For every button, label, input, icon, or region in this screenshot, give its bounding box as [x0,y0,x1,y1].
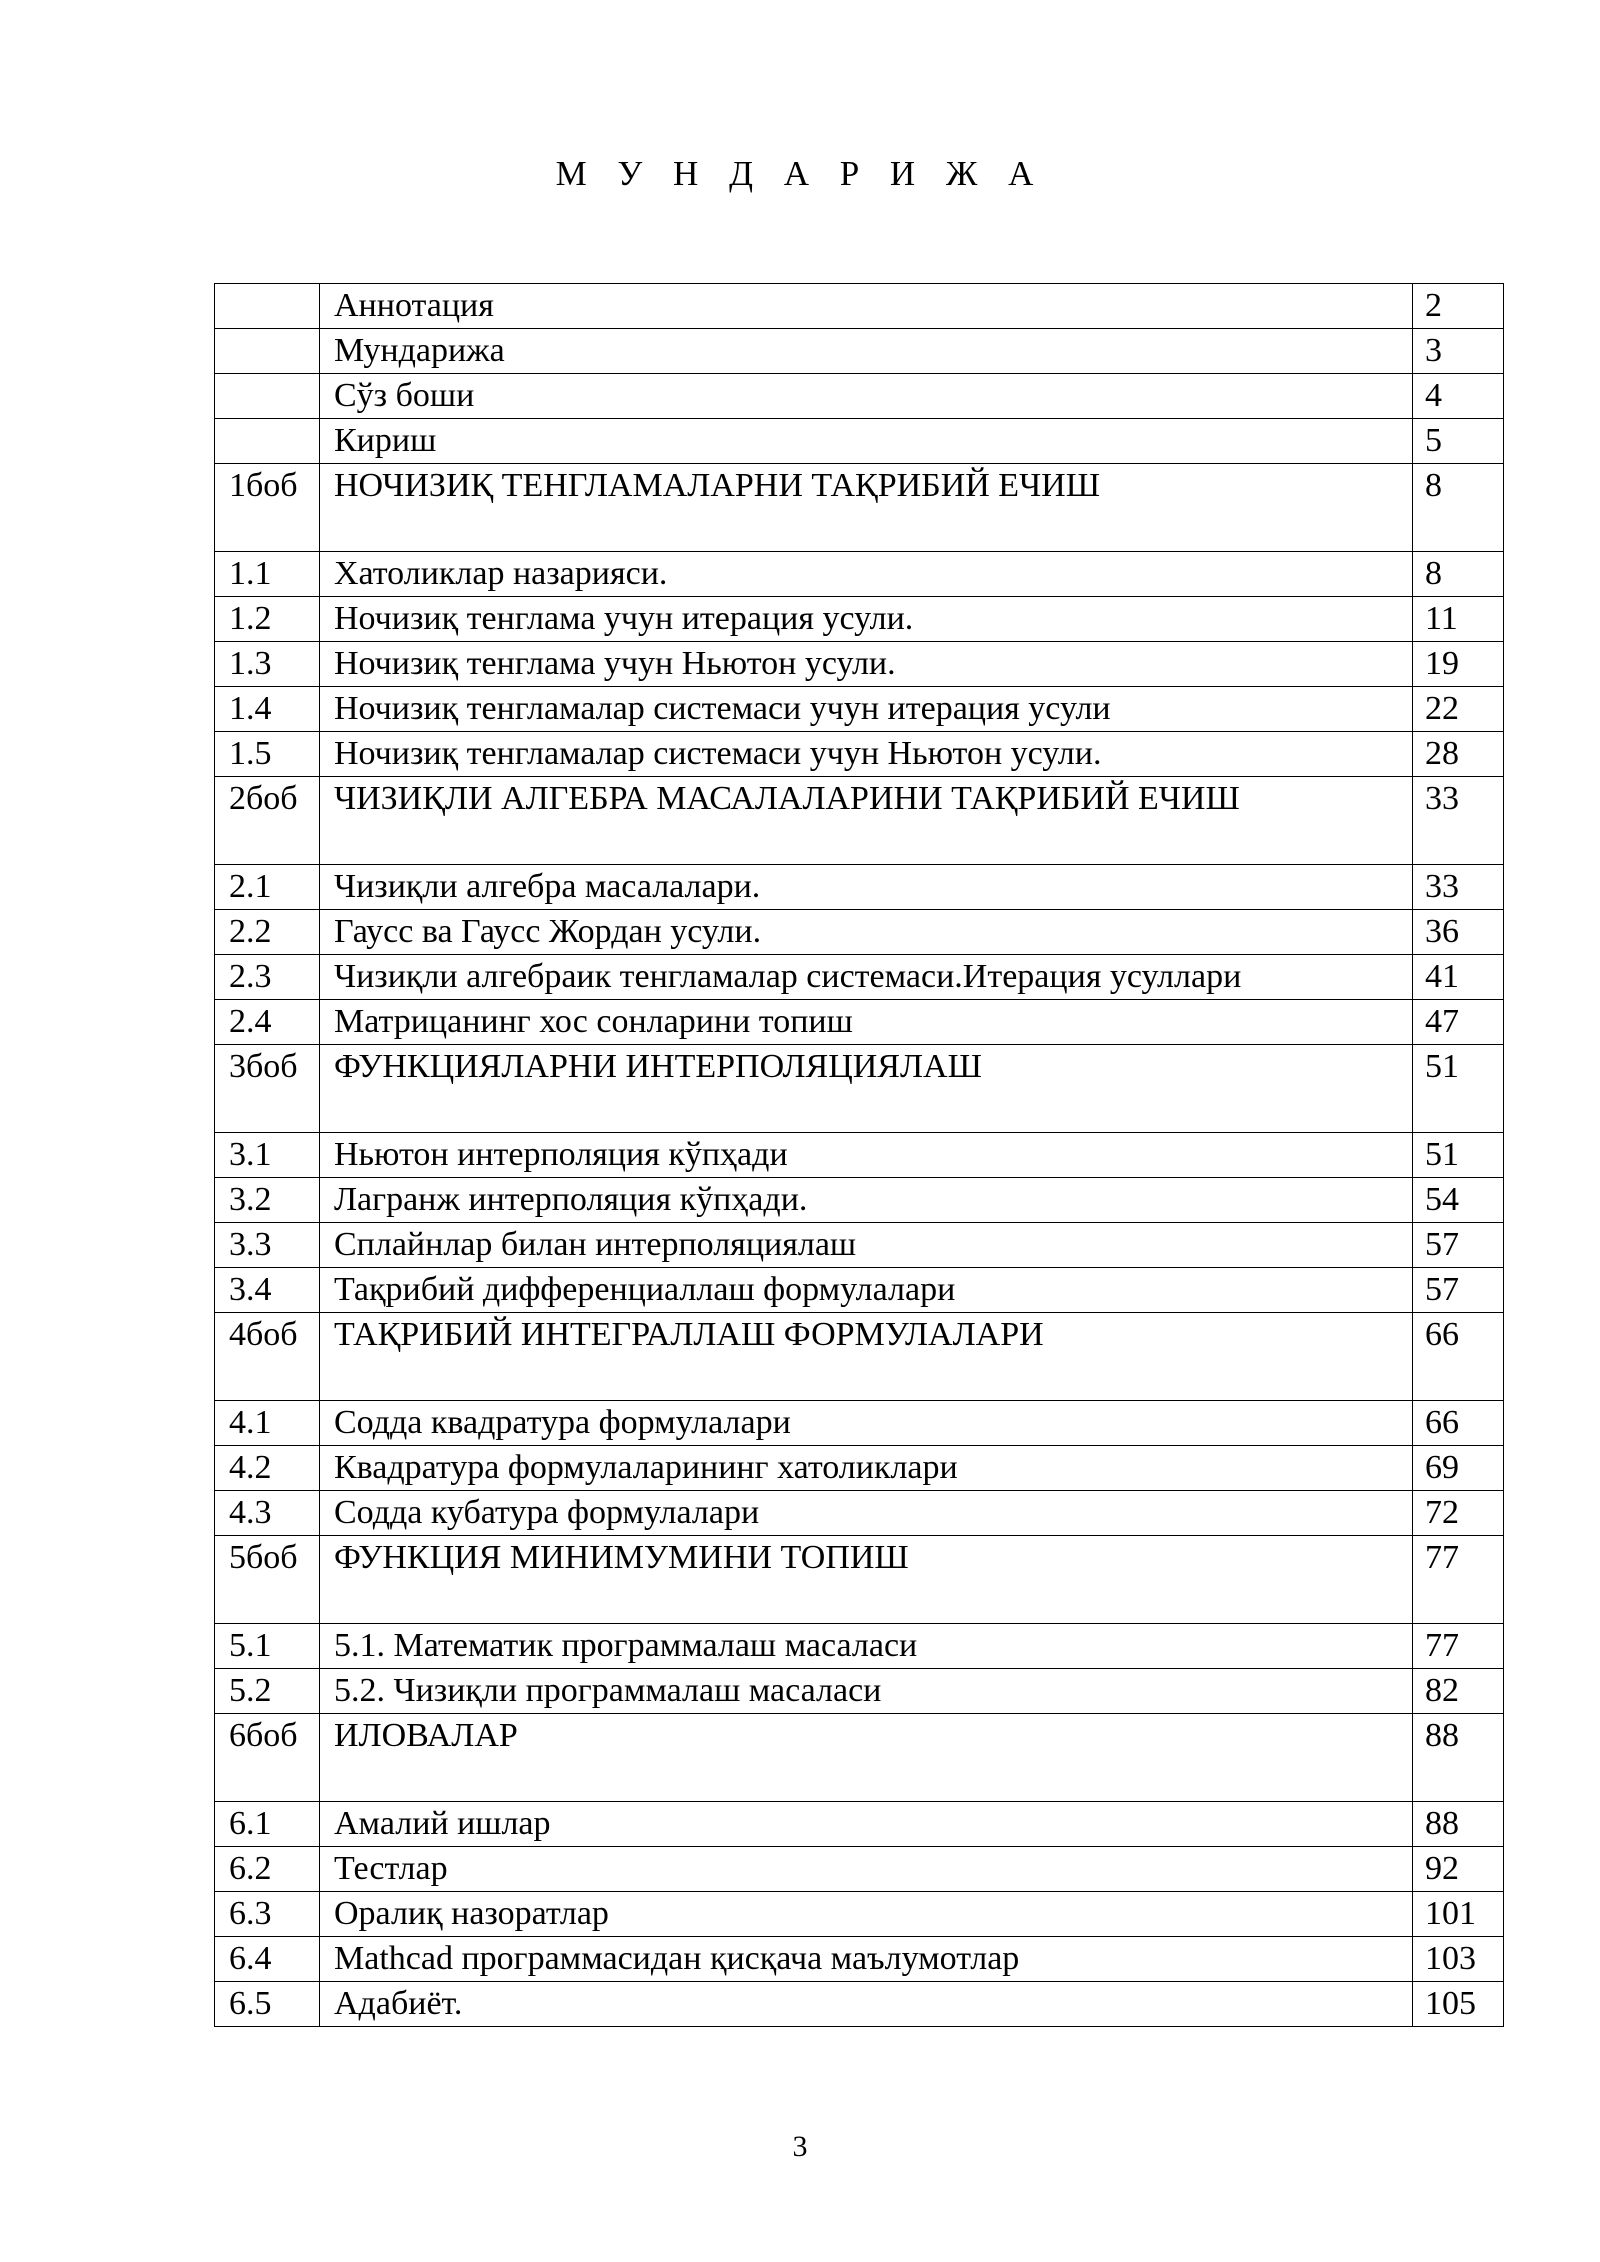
toc-title: Оралиқ назоратлар [320,1892,1413,1937]
toc-number: 5.2 [215,1669,320,1714]
toc-chapter-row [215,1536,1504,1624]
toc-number: 6.1 [215,1802,320,1847]
toc-chapter-row [215,464,1504,552]
toc-title: Чизиқли алгебраик тенгламалар системаси.Итерация усуллари [320,955,1413,1000]
toc-page: 28 [1413,732,1504,777]
toc-number: 2.1 [215,865,320,910]
toc-number: 6.3 [215,1892,320,1937]
toc-title: ТАҚРИБИЙ ИНТЕГРАЛЛАШ ФОРМУЛАЛАРИ [320,1313,1413,1401]
toc-page: 8 [1413,552,1504,597]
toc-page: 101 [1413,1892,1504,1937]
toc-page: 105 [1413,1982,1504,2027]
toc-row [215,1491,1504,1536]
toc-chapter-row [215,777,1504,865]
toc-number: 2боб [215,777,320,865]
toc-number: 4.2 [215,1446,320,1491]
toc-page: 33 [1413,777,1504,865]
toc-row [215,1847,1504,1892]
toc-title: Содда квадратура формулалари [320,1401,1413,1446]
toc-chapter-row [215,1045,1504,1133]
toc-row [215,1802,1504,1847]
toc-number: 4.1 [215,1401,320,1446]
toc-title: Ньютон интерполяция кўпҳади [320,1133,1413,1178]
toc-title: Кириш [320,419,1413,464]
toc-title: Ночизиқ тенгламалар системаси учун итерация усули [320,687,1413,732]
toc-page: 51 [1413,1045,1504,1133]
toc-row [215,1446,1504,1491]
toc-title: ФУНКЦИЯ МИНИМУМИНИ ТОПИШ [320,1536,1413,1624]
toc-title: 5.1. Математик программалаш масаласи [320,1624,1413,1669]
toc-page: 92 [1413,1847,1504,1892]
toc-title: НОЧИЗИҚ ТЕНГЛАМАЛАРНИ ТАҚРИБИЙ ЕЧИШ [320,464,1413,552]
toc-row [215,1982,1504,2027]
toc-page: 57 [1413,1223,1504,1268]
toc-page: 33 [1413,865,1504,910]
table-of-contents [214,283,1504,2027]
toc-number: 5боб [215,1536,320,1624]
toc-number: 3.2 [215,1178,320,1223]
toc-number: 1.3 [215,642,320,687]
toc-number: 1.4 [215,687,320,732]
toc-number: 3.3 [215,1223,320,1268]
toc-page: 47 [1413,1000,1504,1045]
toc-row [215,642,1504,687]
page-title: М У Н Д А Р И Ж А [555,154,1045,193]
toc-row [215,1669,1504,1714]
toc-title: Адабиёт. [320,1982,1413,2027]
toc-row [215,419,1504,464]
toc-page: 2 [1413,284,1504,329]
toc-number: 6.4 [215,1937,320,1982]
toc-page: 36 [1413,910,1504,955]
toc-number: 5.1 [215,1624,320,1669]
toc-page: 103 [1413,1937,1504,1982]
toc-page: 5 [1413,419,1504,464]
toc-title: Квадратура формулаларининг хатоликлари [320,1446,1413,1491]
toc-row [215,1268,1504,1313]
toc-row [215,284,1504,329]
toc-number: 4боб [215,1313,320,1401]
toc-row [215,552,1504,597]
toc-row [215,1937,1504,1982]
toc-number: 6.2 [215,1847,320,1892]
toc-page: 88 [1413,1802,1504,1847]
toc-row [215,865,1504,910]
toc-row [215,1223,1504,1268]
toc-page: 69 [1413,1446,1504,1491]
toc-title: Mathcad программасидан қисқача маълумотлар [320,1937,1413,1982]
toc-page: 77 [1413,1536,1504,1624]
toc-page: 19 [1413,642,1504,687]
toc-page: 88 [1413,1714,1504,1802]
toc-title: Сплайнлар билан интерполяциялаш [320,1223,1413,1268]
toc-number: 4.3 [215,1491,320,1536]
toc-page: 82 [1413,1669,1504,1714]
toc-title: Тестлар [320,1847,1413,1892]
toc-title: Аннотация [320,284,1413,329]
toc-page: 57 [1413,1268,1504,1313]
toc-row [215,955,1504,1000]
toc-title: 5.2. Чизиқли программалаш масаласи [320,1669,1413,1714]
toc-page: 54 [1413,1178,1504,1223]
toc-body [215,284,1504,2027]
toc-title: Ночизиқ тенглама учун итерация усули. [320,597,1413,642]
toc-number: 6боб [215,1714,320,1802]
toc-title: Чизиқли алгебра масалалари. [320,865,1413,910]
toc-row [215,910,1504,955]
toc-title: Мундарижа [320,329,1413,374]
toc-title: Гаусс ва Гаусс Жордан усули. [320,910,1413,955]
toc-title: Ночизиқ тенгламалар системаси учун Ньютон усули. [320,732,1413,777]
toc-number: 3.4 [215,1268,320,1313]
page-number: 3 [792,2130,808,2163]
toc-number: 2.3 [215,955,320,1000]
toc-row [215,597,1504,642]
toc-number: 3боб [215,1045,320,1133]
toc-page: 41 [1413,955,1504,1000]
toc-page: 4 [1413,374,1504,419]
toc-number: 2.4 [215,1000,320,1045]
toc-title: Матрицанинг хос сонларини топиш [320,1000,1413,1045]
toc-row [215,329,1504,374]
toc-number: 1.2 [215,597,320,642]
toc-page: 11 [1413,597,1504,642]
toc-chapter-row [215,1313,1504,1401]
toc-page: 22 [1413,687,1504,732]
toc-page: 72 [1413,1491,1504,1536]
toc-row [215,1401,1504,1446]
toc-number: 6.5 [215,1982,320,2027]
toc-row [215,732,1504,777]
toc-page: 77 [1413,1624,1504,1669]
toc-title: ИЛОВАЛАР [320,1714,1413,1802]
toc-title: ЧИЗИҚЛИ АЛГЕБРА МАСАЛАЛАРИНИ ТАҚРИБИЙ ЕЧИШ [320,777,1413,865]
toc-chapter-row [215,1714,1504,1802]
toc-number [215,284,320,329]
toc-page: 3 [1413,329,1504,374]
toc-page: 66 [1413,1313,1504,1401]
toc-number: 2.2 [215,910,320,955]
toc-row [215,1624,1504,1669]
toc-row [215,1133,1504,1178]
toc-number: 1.5 [215,732,320,777]
toc-title: Амалий ишлар [320,1802,1413,1847]
toc-row [215,1892,1504,1937]
toc-title: ФУНКЦИЯЛАРНИ ИНТЕРПОЛЯЦИЯЛАШ [320,1045,1413,1133]
toc-number: 1боб [215,464,320,552]
toc-row [215,374,1504,419]
toc-title: Хатоликлар назарияси. [320,552,1413,597]
toc-title: Лагранж интерполяция кўпҳади. [320,1178,1413,1223]
toc-title: Содда кубатура формулалари [320,1491,1413,1536]
toc-row [215,1000,1504,1045]
toc-row [215,1178,1504,1223]
toc-number [215,419,320,464]
toc-number [215,329,320,374]
toc-page: 66 [1413,1401,1504,1446]
toc-number [215,374,320,419]
toc-page: 51 [1413,1133,1504,1178]
toc-title: Ночизиқ тенглама учун Ньютон усули. [320,642,1413,687]
toc-number: 3.1 [215,1133,320,1178]
toc-title: Сўз боши [320,374,1413,419]
toc-row [215,687,1504,732]
toc-title: Тақрибий дифференциаллаш формулалари [320,1268,1413,1313]
toc-number: 1.1 [215,552,320,597]
toc-page: 8 [1413,464,1504,552]
